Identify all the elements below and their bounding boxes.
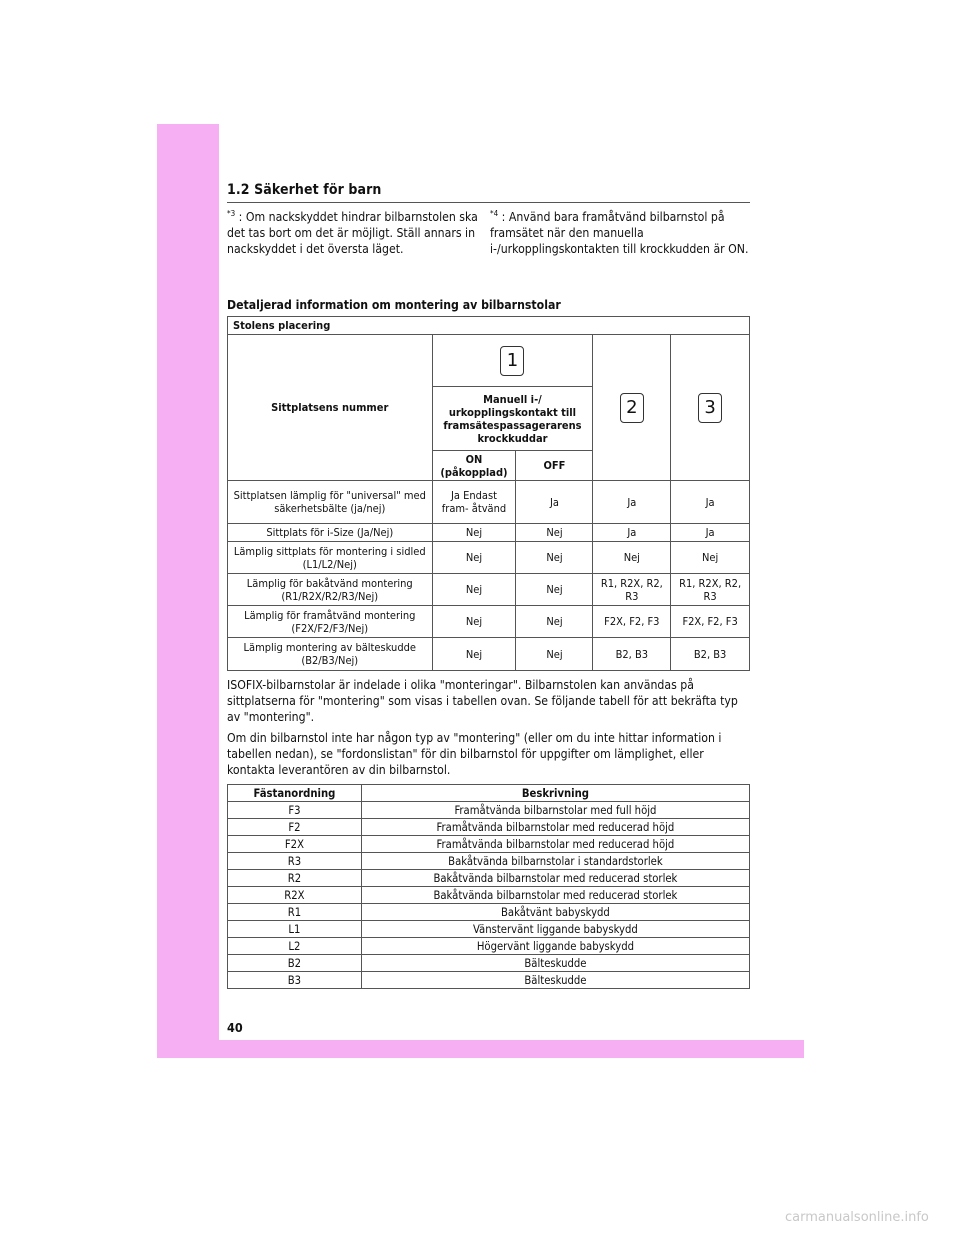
table-row — [228, 887, 750, 904]
seat-number-3: 3 — [698, 393, 722, 423]
seat-placement-table — [227, 316, 750, 671]
airbag-switch-label: Manuell i-/ urkopplingskontakt till framsätespassagerarens krockkuddar — [432, 387, 593, 451]
cell-on: Nej — [432, 524, 516, 542]
cell-on: Nej — [432, 638, 516, 671]
cell-off: Nej — [516, 574, 593, 606]
table-row — [228, 606, 750, 638]
table-row — [228, 335, 750, 387]
fixture-code: F2X — [228, 836, 362, 853]
cell-seat-2: R1, R2X, R2, R3 — [593, 574, 671, 606]
cell-on: Nej — [432, 542, 516, 574]
fixture-code: R1 — [228, 904, 362, 921]
placement-header: Stolens placering — [228, 317, 750, 335]
fixture-code: B3 — [228, 972, 362, 989]
cell-on: Nej — [432, 606, 516, 638]
fixture-description: Bälteskudde — [361, 955, 749, 972]
row-label: Lämplig montering av bälteskudde (B2/B3/Nej) — [228, 638, 433, 671]
row-label: Sittplats för i-Size (Ja/Nej) — [228, 524, 433, 542]
isofix-paragraph: ISOFIX-bilbarnstolar är indelade i olika "monteringar". Bilbarnstolen kan användas på sittplatserna för "montering" som visas i tabellen ovan. Se följande tabell för att bekräfta typ av "montering". — [227, 678, 738, 724]
table-row — [228, 870, 750, 887]
column-header: Beskrivning — [361, 785, 749, 802]
table-row — [228, 481, 750, 524]
switch-off-label: OFF — [516, 451, 593, 481]
cell-seat-3: B2, B3 — [671, 638, 750, 671]
table-row — [228, 836, 750, 853]
fixture-table — [227, 784, 750, 989]
cell-seat-3: Ja — [671, 524, 750, 542]
table-row — [228, 638, 750, 671]
seat-1-cell — [432, 335, 593, 387]
cell-seat-2: Ja — [593, 524, 671, 542]
table-row — [228, 819, 750, 836]
cell-off: Nej — [516, 638, 593, 671]
row-label: Lämplig för bakåtvänd montering (R1/R2X/R2/R3/Nej) — [228, 574, 433, 606]
section-title: 1.2 Säkerhet för barn — [227, 182, 382, 198]
cell-off: Ja — [516, 481, 593, 524]
table-row — [228, 317, 750, 335]
table-row — [228, 574, 750, 606]
fixture-code: F2 — [228, 819, 362, 836]
fixture-description: Bälteskudde — [361, 972, 749, 989]
fixture-code: R2X — [228, 887, 362, 904]
fixture-description: Bakåtvända bilbarnstolar i standardstorlek — [361, 853, 749, 870]
vehicle-list-paragraph: Om din bilbarnstol inte har någon typ av "montering" (eller om du inte hittar information i tabellen nedan), se "fordonslistan" för din bilbarnstol för uppgifter om lämplighet, eller kontakta leverantören av din bilbarnstol. — [227, 731, 722, 777]
column-header: Fästanordning — [228, 785, 362, 802]
table-row — [228, 921, 750, 938]
row-label: Sittplatsen lämplig för "universal" med säkerhetsbälte (ja/nej) — [228, 481, 433, 524]
seat-3-cell — [671, 335, 750, 481]
seat-number-2: 2 — [620, 393, 644, 423]
page-number: 40 — [227, 1020, 243, 1035]
table-row — [228, 904, 750, 921]
cell-off: Nej — [516, 524, 593, 542]
footnote-4 — [490, 209, 752, 257]
row-label: Lämplig för framåtvänd montering (F2X/F2/F3/Nej) — [228, 606, 433, 638]
cell-on: Ja Endast fram- åtvänd — [432, 481, 516, 524]
footnote-mark: *4 — [490, 209, 499, 218]
cell-off: Nej — [516, 542, 593, 574]
cell-on: Nej — [432, 574, 516, 606]
cell-seat-3: F2X, F2, F3 — [671, 606, 750, 638]
fixture-code: R2 — [228, 870, 362, 887]
fixture-description: Bakåtvända bilbarnstolar med reducerad storlek — [361, 870, 749, 887]
table-row — [228, 802, 750, 819]
table-row — [228, 972, 750, 989]
fixture-code: F3 — [228, 802, 362, 819]
row-label: Lämplig sittplats för montering i sidled (L1/L2/Nej) — [228, 542, 433, 574]
fixture-description: Högervänt liggande babyskydd — [361, 938, 749, 955]
fixture-description: Bakåtvända bilbarnstolar med reducerad storlek — [361, 887, 749, 904]
cell-seat-2: Nej — [593, 542, 671, 574]
detail-heading: Detaljerad information om montering av bilbarnstolar — [227, 298, 561, 312]
fixture-code: B2 — [228, 955, 362, 972]
table-header-row — [228, 785, 750, 802]
seat-2-cell — [593, 335, 671, 481]
table-row — [228, 524, 750, 542]
cell-seat-3: Nej — [671, 542, 750, 574]
cell-seat-2: Ja — [593, 481, 671, 524]
table-row — [228, 853, 750, 870]
section-header — [227, 179, 750, 203]
cell-seat-3: Ja — [671, 481, 750, 524]
fixture-description: Framåtvända bilbarnstolar med full höjd — [361, 802, 749, 819]
footnote-mark: *3 — [227, 209, 236, 218]
seat-number-1: 1 — [500, 346, 524, 376]
fixture-code: L1 — [228, 921, 362, 938]
cell-seat-2: B2, B3 — [593, 638, 671, 671]
fixture-code: L2 — [228, 938, 362, 955]
fixture-description: Framåtvända bilbarnstolar med reducerad höjd — [361, 819, 749, 836]
footnote-text: : Använd bara framåtvänd bilbarnstol på framsätet när den manuella i-/urkopplingskontakten till krockkudden är ON. — [490, 210, 749, 256]
fixture-description: Vänstervänt liggande babyskydd — [361, 921, 749, 938]
table-row — [228, 955, 750, 972]
cell-seat-2: F2X, F2, F3 — [593, 606, 671, 638]
switch-on-label: ON (påkopplad) — [432, 451, 516, 481]
watermark-text: carmanualsonline.info — [785, 1210, 929, 1225]
table-row — [228, 542, 750, 574]
section-color-tab — [157, 124, 219, 1058]
cell-off: Nej — [516, 606, 593, 638]
footnote-text: : Om nackskyddet hindrar bilbarnstolen ska det tas bort om det är möjligt. Ställ annars in nackskyddet i det översta läget. — [227, 210, 478, 256]
seat-number-label: Sittplatsens nummer — [228, 335, 433, 481]
cell-seat-3: R1, R2X, R2, R3 — [671, 574, 750, 606]
fixture-code: R3 — [228, 853, 362, 870]
fixture-description: Bakåtvänt babyskydd — [361, 904, 749, 921]
fixture-description: Framåtvända bilbarnstolar med reducerad höjd — [361, 836, 749, 853]
table-row — [228, 938, 750, 955]
page-bottom-band — [157, 1040, 804, 1058]
footnote-3 — [227, 209, 482, 257]
